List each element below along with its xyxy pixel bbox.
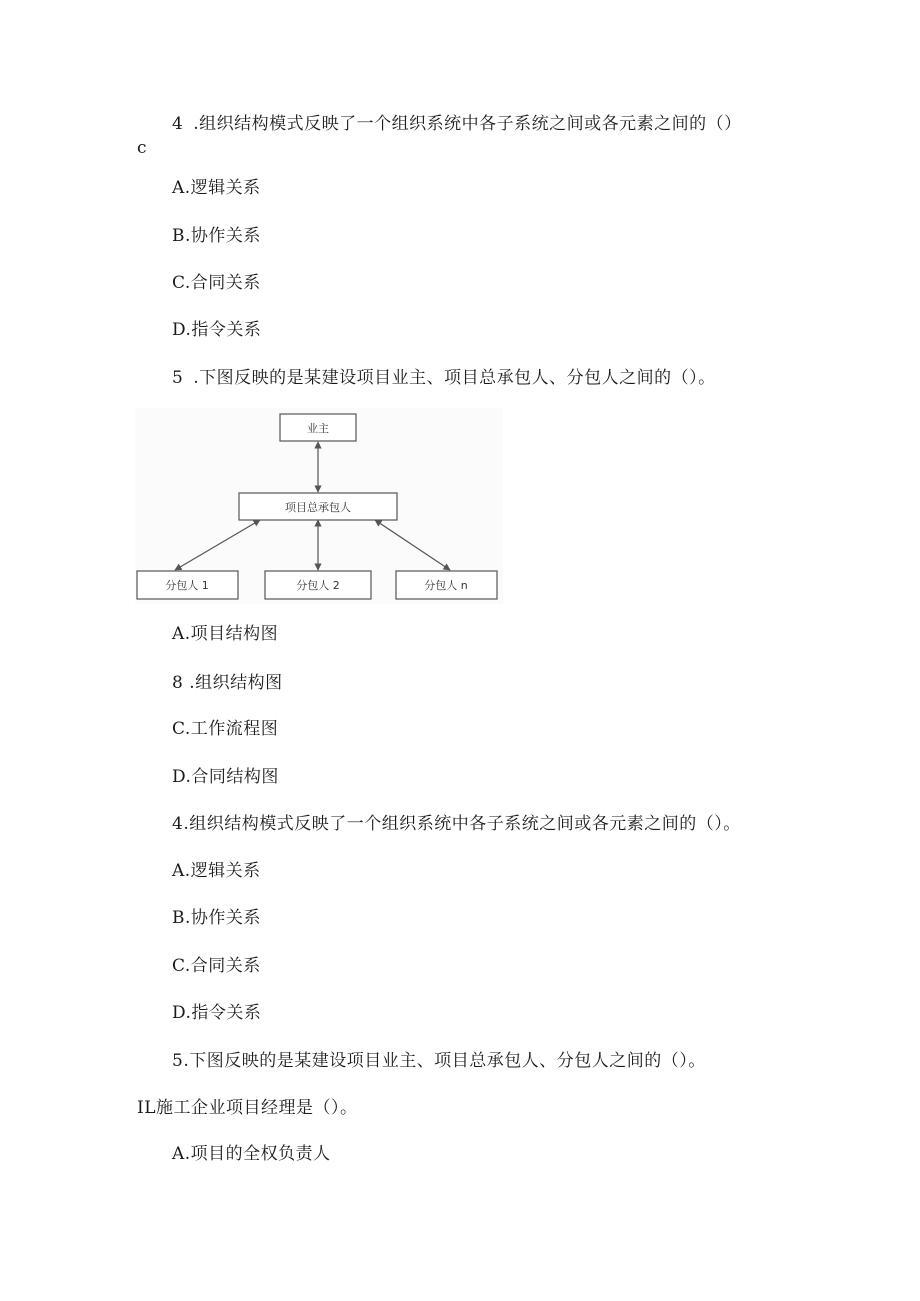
q5a-option-c: C.工作流程图 — [172, 719, 279, 739]
owner-label: 业主 — [307, 422, 329, 435]
q4a-text: .组织结构模式反映了一个组织系统中各子系统之间或各元素之间的（） — [193, 114, 742, 134]
contract-structure-diagram — [135, 408, 503, 604]
q4a-option-c: C.合同关系 — [172, 273, 261, 293]
q11-option-a: A.项目的全权负责人 — [172, 1144, 331, 1164]
subcontractor-1-label: 分包人 1 — [165, 579, 209, 592]
q5a-stem — [172, 367, 716, 389]
q4a-option-b: B.协作关系 — [172, 226, 261, 246]
q4a-trailing: c — [137, 138, 148, 158]
q4b-option-a: A.逻辑关系 — [172, 861, 261, 881]
q4a-number: 4 — [172, 114, 184, 134]
q4a-option-d: D.指令关系 — [172, 320, 262, 340]
q4b-option-d: D.指令关系 — [172, 1003, 262, 1023]
subcontractor-n-label: 分包人 n — [424, 579, 468, 592]
q4b-option-b: B.协作关系 — [172, 908, 261, 928]
q5a-text: .下图反映的是某建设项目业主、项目总承包人、分包人之间的（）。 — [193, 368, 716, 388]
q4b-stem: 4.组织结构模式反映了一个组织系统中各子系统之间或各元素之间的（）。 — [172, 814, 741, 834]
q5a-number: 5 — [172, 368, 184, 388]
q5b-stem: 5.下图反映的是某建设项目业主、项目总承包人、分包人之间的（）。 — [172, 1051, 706, 1071]
q4a-stem — [172, 113, 742, 135]
q11-stem: IL施工企业项目经理是（）。 — [137, 1098, 358, 1118]
q5a-option-a: A.项目结构图 — [172, 624, 279, 644]
arrow-contractor-subn — [375, 520, 450, 570]
general-contractor-label: 项目总承包人 — [285, 501, 351, 514]
arrow-contractor-sub1 — [175, 520, 260, 570]
q4b-option-c: C.合同关系 — [172, 956, 261, 976]
q5a-option-d: D.合同结构图 — [172, 767, 279, 787]
q4a-option-a: A.逻辑关系 — [172, 178, 261, 198]
q5a-option-b: 8 .组织结构图 — [172, 673, 283, 693]
subcontractor-2-label: 分包人 2 — [296, 579, 340, 592]
